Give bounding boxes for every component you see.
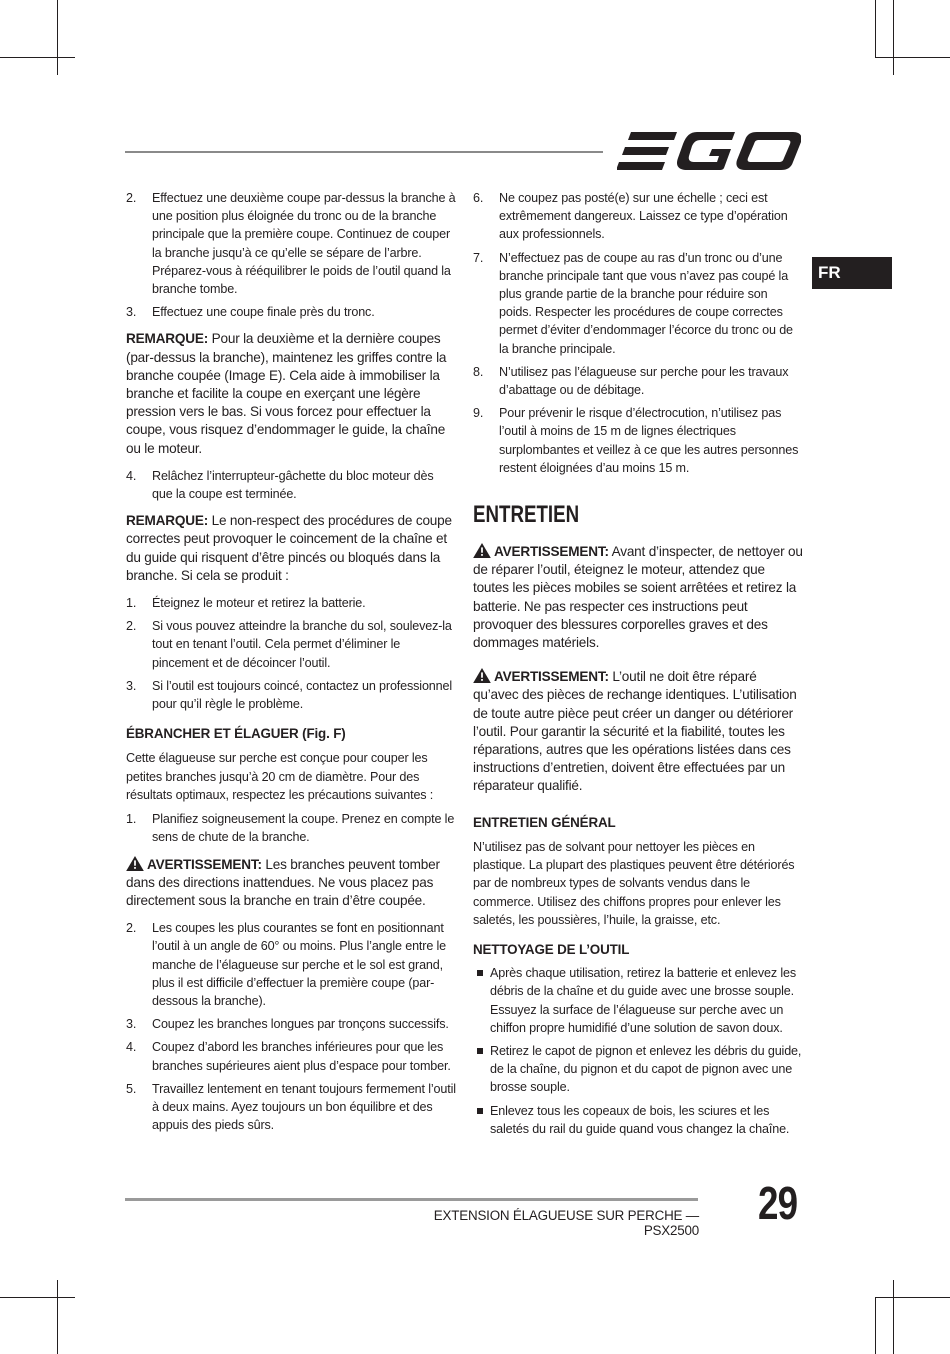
bullet-item xyxy=(473,964,803,1037)
note-label: REMARQUE: xyxy=(126,331,209,347)
list-text: N’effectuez pas de coupe au ras d’un tronc ou d’une branche principale tant que vous n’avez pas coupé la plus grande partie de la branche pour réduire son poids. Respecter les procédures de coupe correctes permet d’éviter d’endommager l’écorce du tronc ou de la branche principale. xyxy=(499,250,793,356)
crop-mark xyxy=(57,1280,58,1354)
paragraph: Cette élagueuse sur perche est conçue pour couper les petites branches jusqu’à 20 cm de diamètre. Pour des résultats optimaux, respectez les précautions suivantes : xyxy=(126,751,434,802)
warning-text: Les branches peuvent tomber dans des directions inattendues. Ne vous placez pas directement sous la branche en train d’être coupée. xyxy=(126,856,440,908)
list-item xyxy=(126,810,456,846)
bullet-item xyxy=(473,1042,803,1097)
bullet-text: Enlevez tous les copeaux de bois, les sciures et les saletés du rail du guide quand vous changez la chaîne. xyxy=(490,1103,790,1136)
list-text: Planifiez soigneusement la coupe. Prenez en compte le sens de chute de la branche. xyxy=(152,812,455,845)
right-column xyxy=(473,189,803,1143)
list-number: 6. xyxy=(473,191,484,205)
list-number: 3. xyxy=(126,678,137,693)
list-number: 2. xyxy=(126,921,137,936)
list-text: Coupez d’abord les branches inférieures pour que les branches supérieures aient plus d’espace pour tomber. xyxy=(152,1040,451,1073)
note-paragraph xyxy=(126,512,456,585)
list-text: Coupez les branches longues par tronçons successifs. xyxy=(152,1017,449,1032)
list-text: N’utilisez pas l’élagueuse sur perche pour les travaux d’abattage ou de débitage. xyxy=(499,364,789,398)
list-item xyxy=(126,1080,456,1135)
bullet-marker xyxy=(477,970,483,976)
bullet-text: Retirez le capot de pignon et enlevez les débris du guide, de la chaîne, du pignon et du capot de pignon avec une brosse souple. xyxy=(490,1043,802,1095)
warning-text: L’outil ne doit être réparé qu’avec des pièces de rechange identiques. L’utilisation de toute autre pièce peut créer un danger ou détériorer l’outil. Pour garantir la sécurité et la fiabilité, toutes les réparations, autres que les opérations listées dans ces instructions d’entretien, doivent être effectuées par un réparateur qualifié. xyxy=(473,669,797,794)
section-heading: ENTRETIEN GÉNÉRAL xyxy=(473,814,616,830)
crop-mark xyxy=(875,1297,950,1298)
list-text: Effectuez une coupe finale près du tronc. xyxy=(152,305,375,320)
warning-paragraph xyxy=(473,543,803,652)
crop-mark xyxy=(875,0,876,58)
footer-rule xyxy=(125,1198,698,1201)
warning-icon xyxy=(473,543,491,558)
note-text: Pour la deuxième et la dernière coupes (par-dessus la branche), maintenez les griffes contre la branche coupée (Image E). Cela aide à immobiliser la branche et facilite la coupe en exerçant une légère pression vers le bas. Si vous forcez pour effectuer la coupe, vous risquez d’endommager le guide, la chaîne ou le moteur. xyxy=(126,331,447,456)
list-item xyxy=(473,249,803,358)
warning-paragraph xyxy=(473,668,803,795)
warning-icon xyxy=(473,668,491,683)
list-item xyxy=(126,1038,456,1074)
warning-label: AVERTISSEMENT: xyxy=(494,669,609,685)
section-heading: ÉBRANCHER ET ÉLAGUER (Fig. F) xyxy=(126,726,346,742)
list-item xyxy=(126,617,456,672)
list-text: Éteignez le moteur et retirez la batterie. xyxy=(152,596,366,611)
footer-title: EXTENSION ÉLAGUEUSE SUR PERCHE — PSX2500 xyxy=(433,1208,699,1238)
list-item xyxy=(126,677,456,713)
list-item xyxy=(473,363,803,399)
list-item xyxy=(126,594,456,612)
list-text: Les coupes les plus courantes se font en positionnant l’outil à un angle de 60° ou moins. Plus l’angle entre le manche de l’élagueuse sur perche et le sol est grand, plus il est difficile d’effectuer la première coupe (par-dessous la branche). xyxy=(152,921,447,1008)
warning-label: AVERTISSEMENT: xyxy=(494,544,609,560)
page-number: 29 xyxy=(758,1177,798,1229)
list-item xyxy=(473,189,803,244)
list-text: Ne coupez pas posté(e) sur une échelle ; ceci est extrêmement dangereux. Laissez ce type d’opération aux professionnels. xyxy=(499,191,788,242)
list-text: Pour prévenir le risque d’électrocution, n’utilisez pas l’outil à moins de 15 m de lignes électriques surplombantes et veillez à ce que les autres personnes restent éloignées d’au moins 15 m. xyxy=(499,406,799,475)
list-number: 8. xyxy=(473,364,484,379)
language-tab: FR xyxy=(812,257,892,289)
paragraph: N’utilisez pas de solvant pour nettoyer les pièces en plastique. La plupart des plastiques peuvent être détériorés par de nombreux types de solvants vendus dans le commerce. Utilisez des chiffons propres pour enlever les saletés, les poussières, l’huile, la graisse, etc. xyxy=(473,839,795,927)
list-number: 2. xyxy=(126,619,137,634)
warning-icon xyxy=(126,856,144,871)
warning-text: Avant d’inspecter, de nettoyer ou de réparer l’outil, éteignez le moteur, attendez que toutes les pièces mobiles se soient arrêtées et retirez la batterie. Ne pas respecter ces instructions peut provoquer des blessures corporelles graves et des dommages matériels. xyxy=(473,544,803,651)
bullet-marker xyxy=(477,1048,483,1054)
list-number: 4. xyxy=(126,1040,137,1055)
crop-mark xyxy=(875,1297,876,1354)
ego-logo xyxy=(617,128,801,174)
list-text: Effectuez une deuxième coupe par-dessus la branche à une position plus éloignée du tronc ou de la branche principale que la première coupe. Continuez de couper la branche jusqu’à ce qu’elle se sépare de l’arbre. Préparez-vous à rééquilibrer le poids de l’outil quand la branche tombe. xyxy=(152,191,456,297)
crop-mark xyxy=(875,57,950,58)
crop-mark xyxy=(0,57,75,58)
list-item xyxy=(126,303,456,321)
list-text: Si l’outil est toujours coincé, contactez un professionnel pour qu’il règle le problème. xyxy=(152,678,453,712)
crop-mark xyxy=(57,0,58,75)
list-number: 2. xyxy=(126,191,137,205)
list-number: 7. xyxy=(473,250,484,265)
bullet-marker xyxy=(477,1108,483,1114)
bullet-item xyxy=(473,1102,803,1138)
crop-mark xyxy=(0,1297,75,1298)
section-heading: NETTOYAGE DE L’OUTIL xyxy=(473,941,630,957)
note-paragraph xyxy=(126,330,456,457)
list-item xyxy=(126,467,456,503)
list-number: 3. xyxy=(126,1017,137,1032)
list-number: 3. xyxy=(126,305,137,320)
list-item xyxy=(473,404,803,477)
list-text: Relâchez l’interrupteur-gâchette du bloc moteur dès que la coupe est terminée. xyxy=(152,468,434,502)
crop-mark xyxy=(893,1280,894,1354)
list-text: Travaillez lentement en tenant toujours fermement l’outil à deux mains. Ayez toujours un bon équilibre et des appuis des pieds sûrs. xyxy=(152,1081,456,1133)
list-item xyxy=(126,189,456,298)
crop-mark xyxy=(893,0,894,75)
list-item xyxy=(126,1015,456,1033)
list-item xyxy=(126,919,456,1010)
list-text: Si vous pouvez atteindre la branche du sol, soulevez-la tout en tenant l’outil. Cela permet d’éliminer le pincement et de décoincer l’outil. xyxy=(152,619,452,670)
warning-paragraph xyxy=(126,856,456,911)
section-title: ENTRETIEN xyxy=(473,501,580,529)
list-number: 9. xyxy=(473,406,484,421)
header-rule xyxy=(125,151,603,153)
list-number: 1. xyxy=(126,812,137,827)
list-number: 1. xyxy=(126,596,137,611)
warning-label: AVERTISSEMENT: xyxy=(147,856,262,872)
list-number: 5. xyxy=(126,1081,137,1096)
list-number: 4. xyxy=(126,468,137,483)
left-column xyxy=(126,189,456,1139)
note-label: REMARQUE: xyxy=(126,513,209,529)
bullet-text: Après chaque utilisation, retirez la batterie et enlevez les débris de la chaîne et du guide avec une brosse souple. Essuyez la surface de l’élagueuse sur perche avec un chiffon propre humidifié d’une solution de savon doux. xyxy=(490,966,797,1035)
note-text: Le non-respect des procédures de coupe correctes peut provoquer le coincement de la chaîne et du guide qui risquent d’être pincés ou bloqués dans la branche. Si cela se produit : xyxy=(126,513,452,583)
